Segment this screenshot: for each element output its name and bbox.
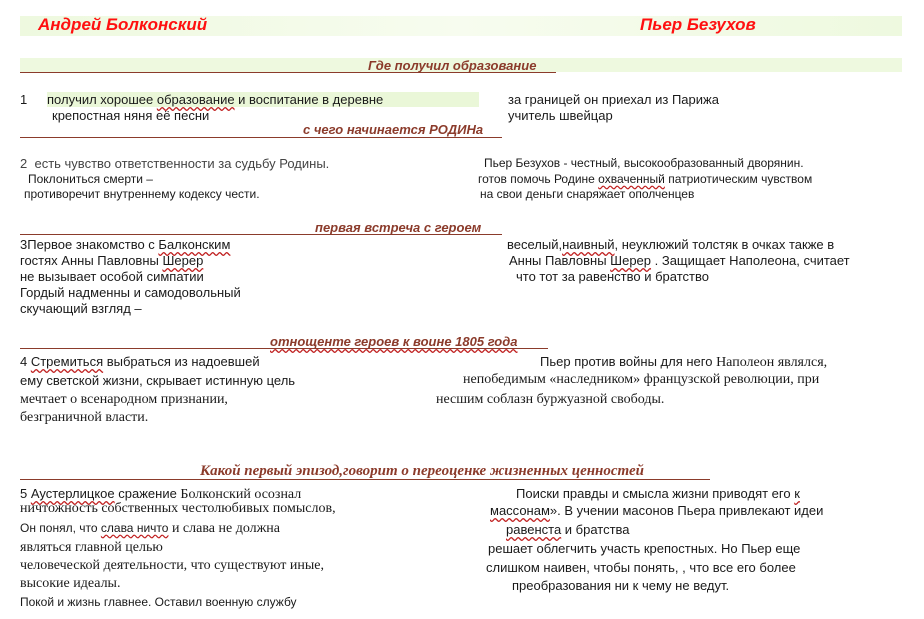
section5-left-line7: Покой и жизнь главнее. Оставил военную службу xyxy=(20,595,297,609)
section2-right-line2: готов помочь Родине охваченный патриотическим чувством xyxy=(478,172,813,186)
section5-right-line5: слишком наивен, чтобы понять, , что все его более xyxy=(486,560,796,575)
section2-left-line1: 2 есть чувство ответственности за судьбу Родины. xyxy=(20,156,330,171)
section3-left-line4: Гордый надменны и самодовольный xyxy=(20,285,241,300)
section4-right-line3: несшим соблазн буржуазной свободы. xyxy=(436,392,665,407)
section4-right-line2: непобедимым «наследником» французской революции, при xyxy=(463,372,820,387)
section5-left-line1: 5 Аустерлицкое сражение Болконский осознал xyxy=(20,486,302,502)
section1-right-line1: за границей он приехал из Парижа xyxy=(508,92,719,107)
section1-right-line2: учитель швейцар xyxy=(508,108,613,123)
section2-heading: с чего начинается РОДИНа xyxy=(303,122,484,137)
section2-right-line1: Пьер Безухов - честный, высокообразованный дворянин. xyxy=(484,156,804,170)
section2-heading-rule xyxy=(20,137,502,138)
section5-left-line4: являться главной целью xyxy=(20,540,163,555)
section1-left-line2: крепостная няня её песни xyxy=(52,108,210,123)
section5-right-line3: равенста и братства xyxy=(506,522,630,537)
name-left: Андрей Болконский xyxy=(38,15,208,34)
section1-num: 1 xyxy=(20,92,28,107)
name-right: Пьер Безухов xyxy=(640,15,756,34)
section5-left-line6: высокие идеалы. xyxy=(20,576,121,591)
section2-left-line3: противоречит внутреннему кодексу чести. xyxy=(24,187,260,201)
section3-left-line2: гостях Анны Павловны Шерер xyxy=(20,253,204,268)
section5-right-line6: преобразования ни к чему не ведут. xyxy=(512,578,730,593)
section3-left-line1: 3Первое знакомство с Балконским xyxy=(20,237,231,252)
section3-heading: первая встреча с героем xyxy=(315,220,482,235)
section1-heading: Где получил образование xyxy=(368,58,537,73)
section4-left-line4: безграничной власти. xyxy=(20,410,149,425)
section2-right-line3: на свои деньги снаряжает ополченцев xyxy=(480,187,695,201)
section4-left-line2: ему светской жизни, скрывает истинную цель xyxy=(20,373,296,388)
section3-left-line5: скучающий взгляд – xyxy=(20,301,142,316)
section5-left-line5: человеческой деятельности, что существуют иные, xyxy=(20,558,324,573)
section4-left-line3: мечтает о всенародном признании, xyxy=(20,392,228,407)
section4-left-line1: 4 Стремиться выбраться из надоевшей xyxy=(20,354,260,369)
section5-right-line4: решает облегчить участь крепостных. Но Пьер еще xyxy=(488,541,801,556)
section2-num: 2 xyxy=(20,156,28,171)
section3-right-line1: веселый,наивный, неуклюжий толстяк в очках также в xyxy=(507,237,835,252)
section4-right-line1: Пьер против войны для него Наполеон являлся, xyxy=(540,354,828,370)
section4-heading: отнощенте героев к воине 1805 года xyxy=(270,334,518,349)
section3-right-line2: Анны Павловны Шерер . Защищает Наполеона, считает xyxy=(509,253,850,268)
section5-right-line1: Поиски правды и смысла жизни приводят его к xyxy=(516,486,800,501)
section5-right-line2: массонам». В учении масонов Пьера привлекают идеи xyxy=(490,503,824,518)
section1-left-line1: получил хорошее образование и воспитание в деревне xyxy=(47,92,479,107)
section2-left-line2: Поклониться смерти – xyxy=(28,172,153,186)
section5-left-line2: ничтожность собственных честолюбивых помыслов, xyxy=(20,501,336,516)
section5-left-line3: Он понял, что слава ничто и слава не должна xyxy=(20,521,280,536)
section5-heading: Какой первый эпизод,говорит о переоценке жизненных ценностей xyxy=(200,463,645,479)
section3-left-line3: не вызывает особой симпатии xyxy=(20,269,204,284)
section3-right-line3: что тот за равенство и братство xyxy=(516,269,709,284)
